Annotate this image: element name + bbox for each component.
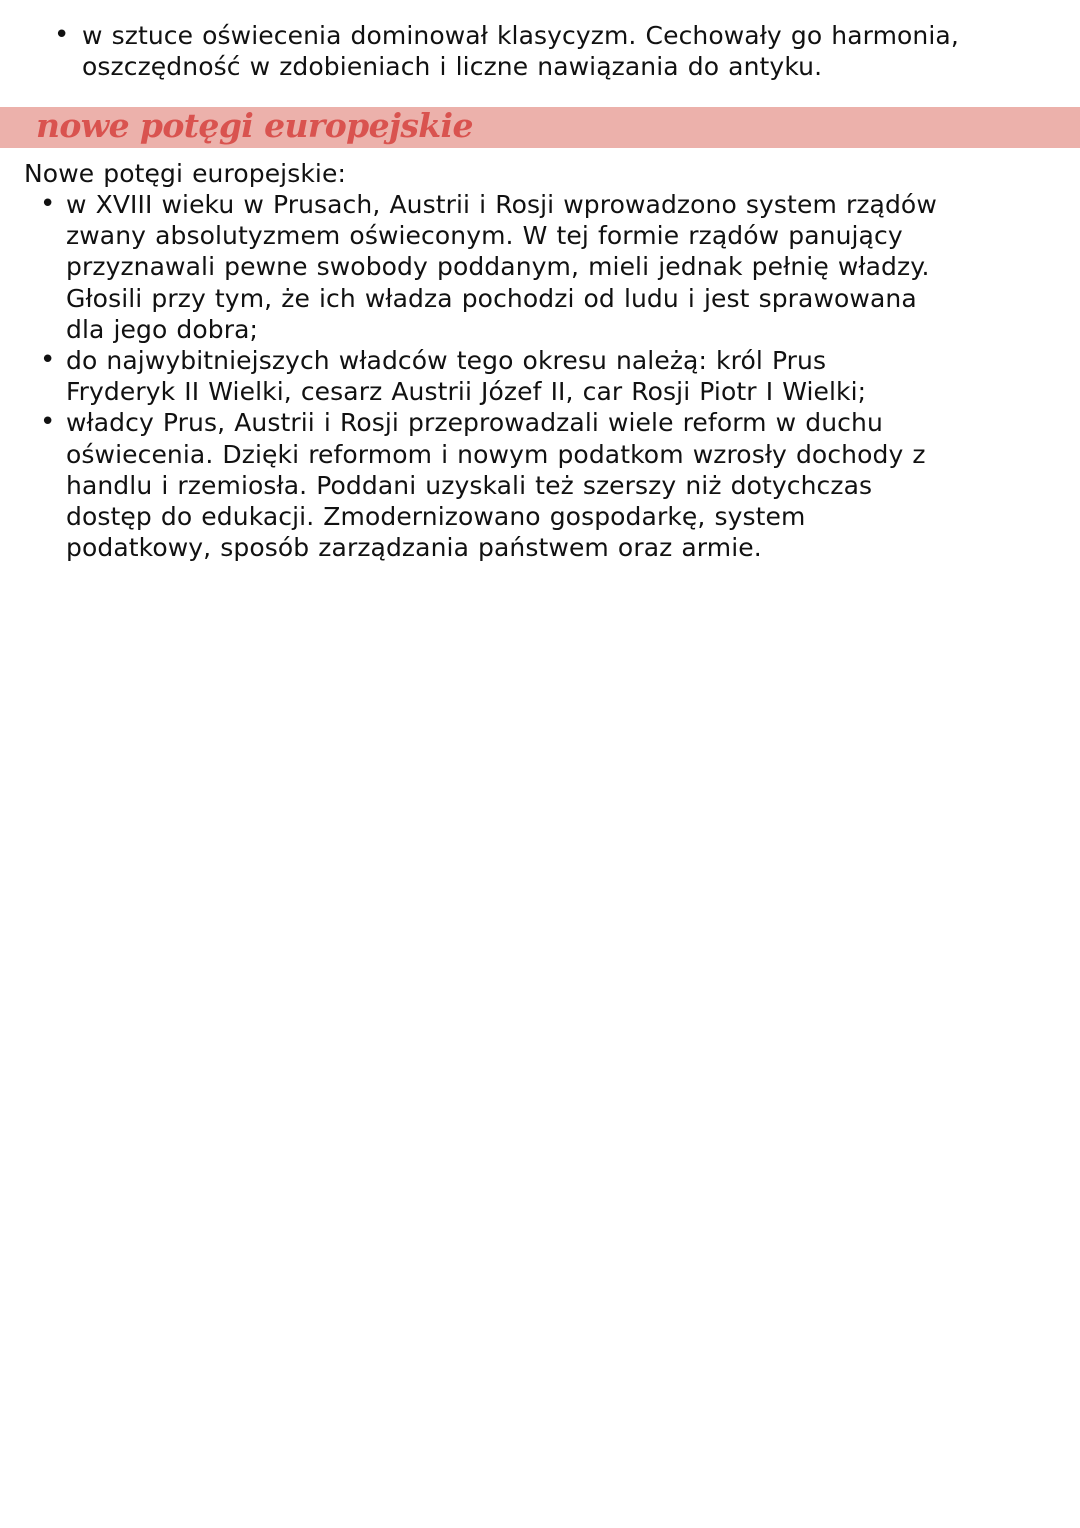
list-item-text: do najwybitniejszych władców tego okresu należą: król Prus Fryderyk II Wielki, cesarz Austrii Józef II, car Rosji Piotr I Wielki; <box>66 346 867 407</box>
list-item-text: w sztuce oświecenia dominował klasycyzm. Cechowały go harmonia, oszczędność w zdobieniach i liczne nawiązania do antyku. <box>82 21 959 82</box>
list-item-text: władcy Prus, Austrii i Rosji przeprowadzali wiele reform w duchu oświecenia. Dzięki reformom i nowym podatkom wzrosły dochody z handlu i rzemiosła. Poddani uzyskali też szerszy niż dotychczas dostęp do edukacji. Zmodernizowano gospodarkę, system podatkowy, sposób zarządzania państwem oraz armie. <box>66 408 926 563</box>
top-bullet-list <box>54 20 1072 82</box>
list-item <box>40 189 1066 345</box>
main-bullet-list <box>40 189 1066 563</box>
list-item-text: w XVIII wieku w Prusach, Austrii i Rosji wprowadzono system rządów zwany absolutyzmem oświeconym. W tej formie rządów panujący przyznawali pewne swobody poddanym, mieli jednak pełnię władzy. Głosili przy tym, że ich władza pochodzi od ludu i jest sprawowana dla jego dobra; <box>66 190 937 344</box>
list-item <box>54 20 1072 82</box>
bullet-icon: • <box>40 189 56 219</box>
section-intro: Nowe potęgi europejskie: <box>24 159 346 188</box>
list-item <box>40 345 1066 407</box>
list-item <box>40 407 1066 563</box>
section-title: nowe potęgi europejskie <box>36 106 473 145</box>
bullet-icon: • <box>40 407 56 438</box>
section-header-bar <box>0 107 1080 148</box>
bullet-icon: • <box>54 20 70 50</box>
bullet-icon: • <box>40 345 56 376</box>
